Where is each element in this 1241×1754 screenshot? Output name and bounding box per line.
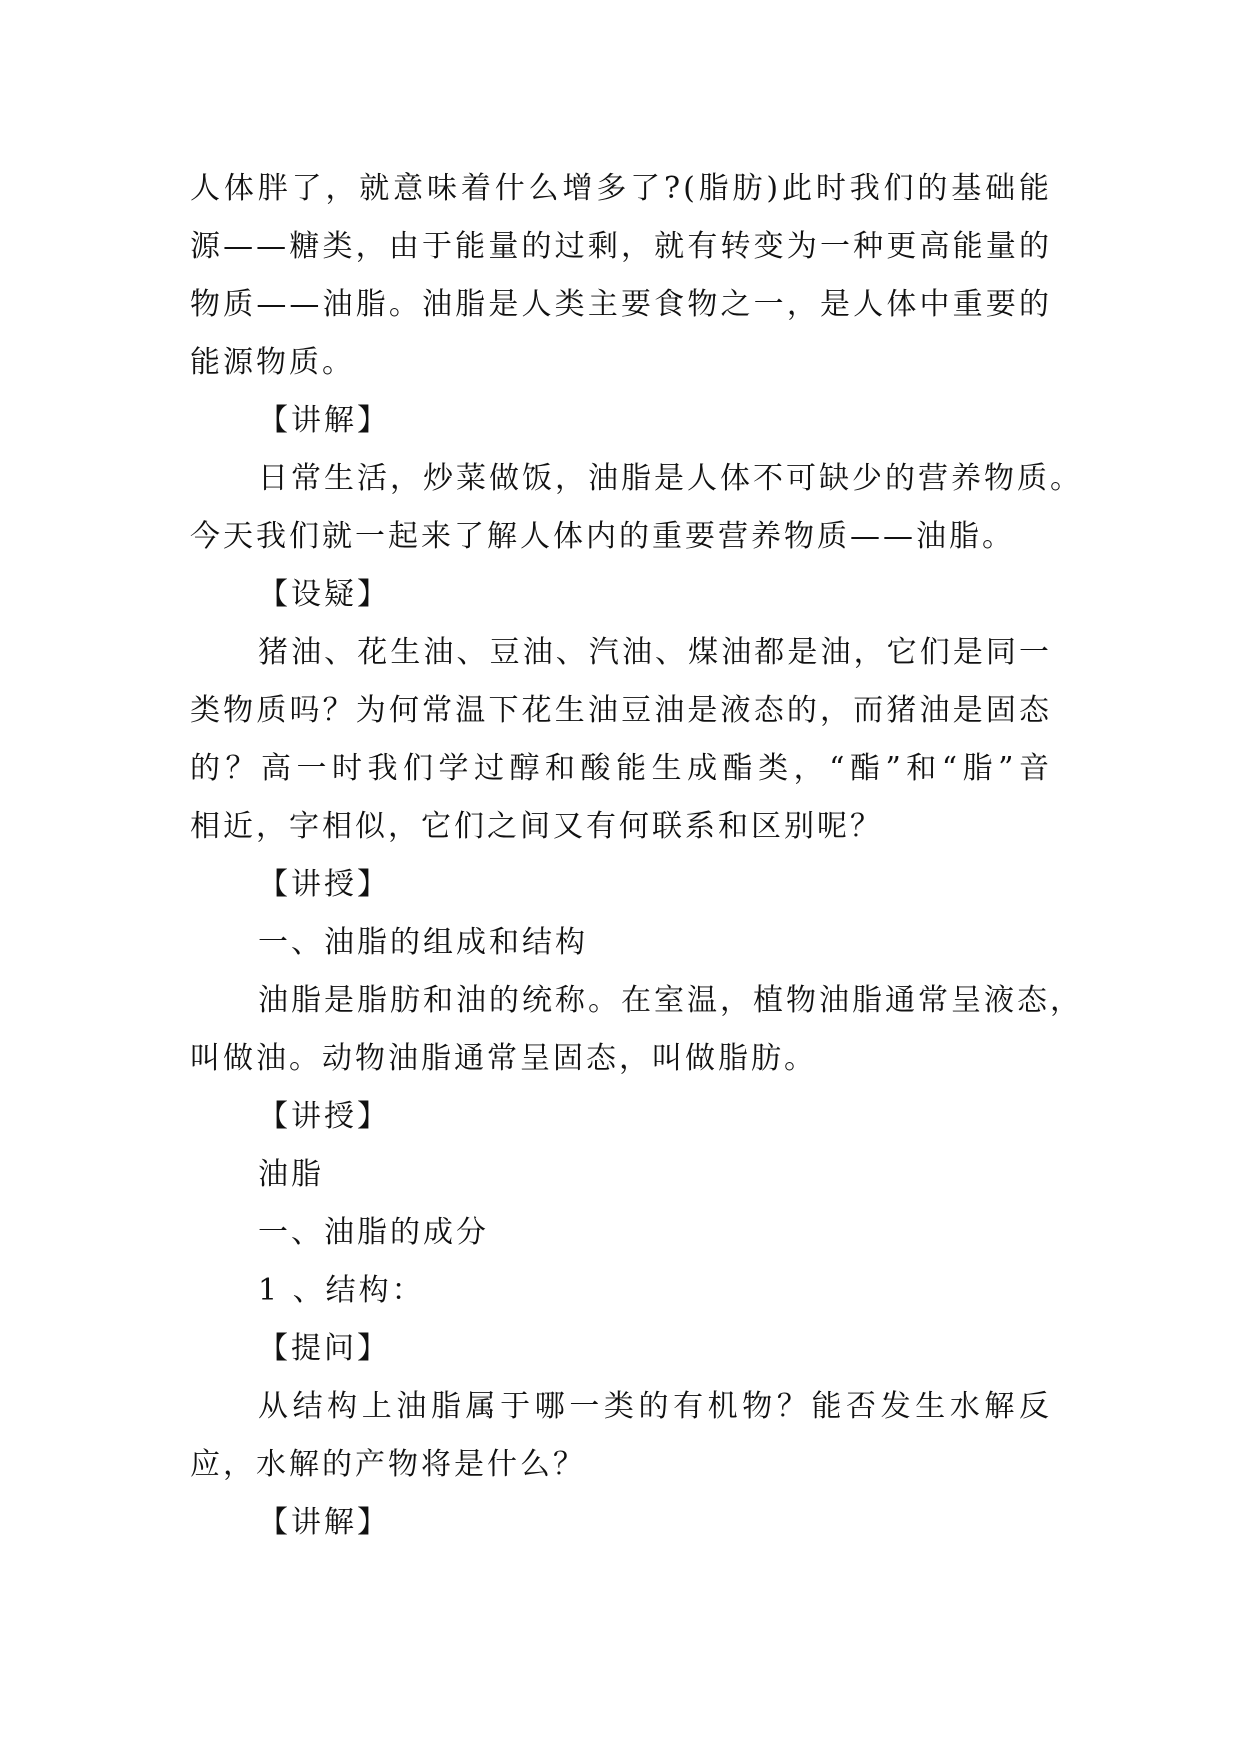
topic-title: 油脂 [258,1157,324,1192]
paragraph-line: 应，水解的产物将是什么？ [190,1447,586,1482]
section-heading: 一、油脂的组成和结构 [258,925,588,960]
paragraph-line: 物质——油脂。油脂是人类主要食物之一，是人体中重要的 [190,287,1052,322]
paragraph-line: 类物质吗？为何常温下花生油豆油是液态的，而猪油是固态 [190,693,1052,728]
paragraph-line: 叫做油。动物油脂通常呈固态，叫做脂肪。 [190,1041,817,1076]
section-marker: 【设疑】 [258,577,390,612]
subsection-heading: 1 、结构： [258,1273,425,1308]
section-marker: 【讲解】 [258,403,390,438]
paragraph-line: 的？高一时我们学过醇和酸能生成酯类，“酯”和“脂”音 [190,751,1052,786]
paragraph-line: 相近，字相似，它们之间又有何联系和区别呢？ [190,809,883,844]
section-marker: 【讲解】 [258,1505,390,1540]
paragraph-line: 从结构上油脂属于哪一类的有机物？能否发生水解反 [258,1389,1052,1424]
paragraph-line: 源——糖类，由于能量的过剩，就有转变为一种更高能量的 [190,229,1052,264]
document-body [190,160,1083,1552]
section-marker: 【讲授】 [258,1099,390,1134]
paragraph-line: 油脂是脂肪和油的统称。在室温，植物油脂通常呈液态， [258,983,1083,1018]
section-heading: 一、油脂的成分 [258,1215,489,1250]
section-marker: 【讲授】 [258,867,390,902]
paragraph-line: 能源物质。 [190,345,355,380]
paragraph-line: 日常生活，炒菜做饭，油脂是人体不可缺少的营养物质。 [258,461,1083,496]
paragraph-line: 猪油、花生油、豆油、汽油、煤油都是油，它们是同一 [258,635,1052,670]
section-marker: 【提问】 [258,1331,390,1366]
paragraph-line: 人体胖了，就意味着什么增多了?(脂肪)此时我们的基础能 [190,171,1052,206]
paragraph-line: 今天我们就一起来了解人体内的重要营养物质——油脂。 [190,519,1015,554]
